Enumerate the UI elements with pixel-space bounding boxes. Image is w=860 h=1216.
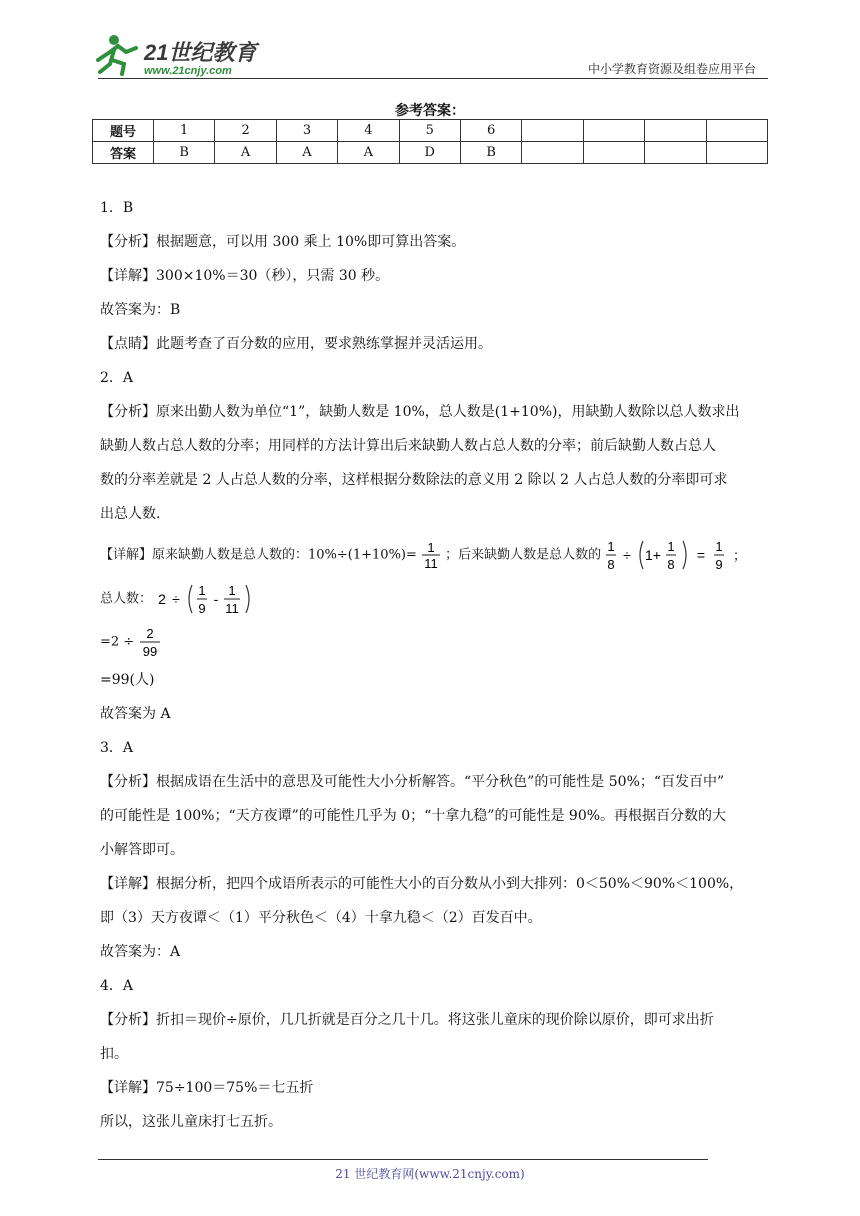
q4-analysis-line: 【分析】折扣＝现价÷原价，几几折就是百分之几十几。将这张儿童床的现价除以原价，即可求出折 [100, 1012, 714, 1028]
q2-detail-line [100, 538, 745, 572]
table-row [93, 142, 768, 164]
svg-text:÷: ÷ [623, 547, 632, 563]
table-cell: 4 [338, 120, 399, 142]
row-label-answer: 答案 [93, 142, 154, 164]
table-cell: 3 [276, 120, 337, 142]
frac-num: 1 [667, 539, 675, 554]
frac-den: 9 [715, 557, 723, 572]
footer-divider [98, 1159, 708, 1160]
q2-detail-text: 【详解】原来缺勤人数是总人数的：10%÷(1+10%)= [100, 547, 417, 563]
logo-text: 21世纪教育 [144, 40, 257, 65]
q4-heading: 4．A [100, 978, 134, 994]
table-cell [583, 120, 644, 142]
table-cell [706, 120, 767, 142]
frac-num: 1 [607, 539, 615, 554]
frac-num: 1 [427, 540, 435, 555]
total-label: 总人数： [100, 591, 153, 607]
table-cell [583, 142, 644, 164]
q3-analysis-line: 的可能性是 100%；“天方夜谭”的可能性几乎为 0；“十拿九稳”的可能性是 90%。再根据百分数的大 [100, 808, 727, 824]
q3-analysis-line: 小解答即可。 [100, 842, 184, 858]
fraction-2-99 [138, 626, 162, 658]
semicolon: ； [733, 549, 746, 564]
q4-detail: 【详解】75÷100＝75%＝七五折 [100, 1080, 314, 1096]
header-divider [98, 78, 768, 79]
q3-answer: 故答案为：A [100, 944, 181, 960]
total-expression [156, 582, 266, 616]
svg-text:-: - [213, 591, 219, 607]
svg-text:÷: ÷ [172, 591, 180, 607]
table-cell: B [460, 142, 521, 164]
q2-total-line [100, 582, 266, 616]
table-cell: A [215, 142, 276, 164]
frac-den: 9 [198, 601, 206, 616]
table-cell [645, 120, 706, 142]
runner-icon [98, 35, 136, 74]
logo-url: www.21cnjy.com [144, 65, 232, 77]
frac-den: 11 [225, 601, 239, 616]
table-cell: B [154, 142, 215, 164]
table-cell: 1 [154, 120, 215, 142]
q2-detail-text: ；后来缺勤人数是总人数的 [445, 547, 602, 563]
frac-num: 1 [198, 583, 206, 598]
q2-answer: 故答案为 A [100, 706, 171, 722]
frac-den: 11 [424, 556, 438, 570]
q1-heading: 1．B [100, 200, 134, 216]
fraction-expression [605, 538, 745, 572]
q3-detail-line: 即（3）天方夜谭＜（1）平分秋色＜（4）十拿九稳＜（2）百发百中。 [100, 910, 542, 926]
q1-detail: 【详解】300×10%＝30（秒），只需 30 秒。 [100, 268, 390, 284]
q3-heading: 3．A [100, 740, 134, 756]
frac-den: 8 [667, 557, 675, 572]
q2-step3: =99(人) [100, 672, 155, 688]
table-cell: A [338, 142, 399, 164]
svg-text:=: = [697, 547, 706, 563]
step2-lead: =2 ÷ [100, 634, 135, 650]
q4-conclusion: 所以，这张儿童床打七五折。 [100, 1114, 282, 1130]
frac-num: 1 [228, 583, 236, 598]
table-cell: D [399, 142, 460, 164]
table-cell [645, 142, 706, 164]
fraction-1-11 [421, 540, 441, 570]
table-cell: 6 [460, 120, 521, 142]
q1-answer: 故答案为：B [100, 302, 181, 318]
frac-den: 99 [143, 644, 158, 658]
q2-analysis-line: 【分析】原来出勤人数为单位“1”，缺勤人数是 10%，总人数是(1+10%)，用缺勤人数除以总人数求出 [100, 404, 740, 420]
platform-text: 中小学教育资源及组卷应用平台 [587, 62, 756, 76]
table-cell: A [276, 142, 337, 164]
q1-remark: 【点睛】此题考查了百分数的应用，要求熟练掌握并灵活运用。 [100, 336, 492, 352]
table-row [93, 120, 768, 142]
table-cell [522, 142, 583, 164]
table-cell [522, 120, 583, 142]
frac-den: 8 [607, 557, 615, 572]
q4-analysis-line: 扣。 [100, 1046, 128, 1062]
expr-two: 2 [158, 591, 167, 607]
q1-analysis: 【分析】根据题意，可以用 300 乘上 10%即可算出答案。 [100, 234, 466, 250]
q2-heading: 2．A [100, 370, 134, 386]
q2-analysis-line: 缺勤人数占总人数的分率；用同样的方法计算出后来缺勤人数占总人数的分率；前后缺勤人数占总人 [100, 438, 716, 454]
table-cell [706, 142, 767, 164]
answer-title: 参考答案： [395, 103, 465, 119]
q2-step2-line [100, 626, 162, 658]
q3-analysis-line: 【分析】根据成语在生活中的意思及可能性大小分析解答。“平分秋色”的可能性是 50%；“百发百中” [100, 774, 725, 790]
q2-analysis-line: 数的分率差就是 2 人占总人数的分率，这样根据分数除法的意义用 2 除以 2 人占总人数的分率即可求 [100, 472, 728, 488]
table-cell: 5 [399, 120, 460, 142]
q3-detail-line: 【详解】根据分析，把四个成语所表示的可能性大小的百分数从小到大排列：0＜50%＜90%＜100%， [100, 876, 744, 892]
answer-table [92, 119, 768, 164]
expr-lead: 1+ [645, 547, 662, 563]
frac-num: 1 [715, 539, 723, 554]
footer-link[interactable]: 21 世纪教育网(www.21cnjy.com) [335, 1167, 525, 1181]
site-logo [92, 30, 262, 80]
q2-analysis-line: 出总人数. [100, 506, 161, 522]
frac-num: 2 [146, 626, 154, 641]
row-label-number: 题号 [93, 120, 154, 142]
table-cell: 2 [215, 120, 276, 142]
